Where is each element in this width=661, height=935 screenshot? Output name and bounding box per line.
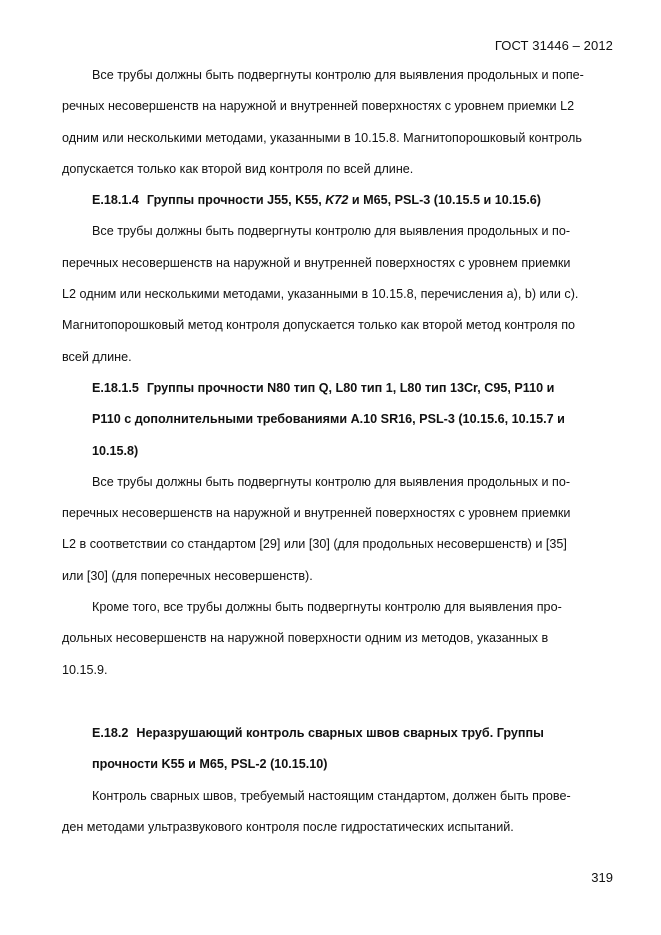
paragraph-line: перечных несовершенств на наружной и внутренней поверхностях с уровнем приемки [62, 255, 571, 270]
page-number: 319 [591, 870, 613, 885]
heading-text: Неразрушающий контроль сварных швов сварных труб. Группы [136, 725, 544, 740]
page-content [62, 60, 612, 843]
heading-text: Группы прочности J55, K55, [146, 193, 326, 208]
heading-text: P110 с дополнительными требованиями A.10 SR16, PSL-3 (10.15.6, 10.15.7 и [92, 412, 565, 427]
paragraph-line: Все трубы должны быть подвергнуты контролю для выявления продольных и по- [92, 474, 571, 489]
section-heading-e18-1-4 [62, 185, 612, 216]
section-number: E.18.1.4 [92, 193, 139, 208]
paragraph-line: дольных несовершенств на наружной поверхности одним из методов, указанных в [62, 631, 549, 646]
paragraph-line: перечных несовершенств на наружной и внутренней поверхностях с уровнем приемки [62, 506, 571, 521]
document-code: ГОСТ 31446 – 2012 [494, 38, 613, 53]
paragraph-line: Контроль сварных швов, требуемый настоящим стандартом, должен быть прове- [92, 788, 571, 803]
heading-text: прочности K55 и M65, PSL-2 (10.15.10) [92, 757, 328, 772]
paragraph-line: Магнитопорошковый метод контроля допускается только как второй метод контроля по [62, 318, 576, 333]
paragraph-line: L2 в соответствии со стандартом [29] или [30] (для продольных несовершенств) и [35] [62, 537, 567, 552]
paragraph-line: речных несовершенств на наружной и внутренней поверхностях с уровнем приемки L2 [62, 99, 575, 114]
heading-italic-text: K72 [325, 193, 349, 208]
paragraph-line: ден методами ультразвукового контроля после гидростатических испытаний. [62, 819, 514, 834]
paragraph-line: 10.15.9. [62, 662, 108, 677]
section-heading-e18-2 [62, 718, 612, 749]
paragraph-line: L2 одним или несколькими методами, указанными в 10.15.8, перечисления a), b) или c). [62, 287, 579, 302]
section-heading-e18-1-5 [62, 373, 612, 404]
section-number: E.18.2 [92, 725, 129, 740]
heading-text: и M65, PSL-3 (10.15.5 и 10.15.6) [348, 193, 541, 208]
section-spacer [62, 686, 612, 718]
paragraph-line: допускается только как второй вид контроля по всей длине. [62, 161, 414, 176]
heading-text: 10.15.8) [92, 443, 139, 458]
paragraph-line: или [30] (для поперечных несовершенств). [62, 568, 313, 583]
paragraph-line: Кроме того, все трубы должны быть подвергнуты контролю для выявления про- [92, 600, 562, 615]
paragraph-line: Все трубы должны быть подвергнуты контролю для выявления продольных и попе- [92, 68, 584, 82]
section-number: E.18.1.5 [92, 380, 139, 395]
heading-text: Группы прочности N80 тип Q, L80 тип 1, L80 тип 13Cr, C95, P110 и [146, 380, 555, 395]
paragraph-line: всей длине. [62, 349, 132, 364]
paragraph-line: одним или несколькими методами, указанными в 10.15.8. Магнитопорошковый контроль [62, 130, 582, 145]
paragraph-line: Все трубы должны быть подвергнуты контролю для выявления продольных и по- [92, 224, 571, 239]
